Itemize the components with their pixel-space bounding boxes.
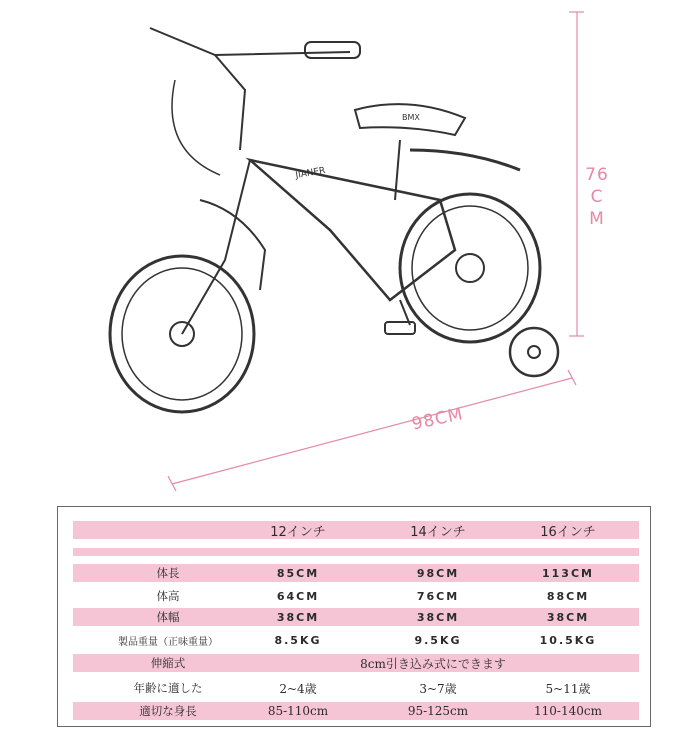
rear-wheel bbox=[400, 194, 540, 342]
spec-table bbox=[57, 506, 651, 727]
length-dimension-label: 98CM bbox=[410, 404, 466, 435]
column-header-16: 16インチ bbox=[540, 524, 596, 540]
table-row: 製品重量（正味重量） 8.5KG 9.5KG 10.5KG bbox=[118, 633, 597, 648]
table-header-row bbox=[73, 521, 639, 539]
saddle-text: BMX bbox=[402, 113, 420, 122]
column-header-14: 14インチ bbox=[410, 524, 466, 540]
height-dimension-label: 76 C M bbox=[585, 165, 609, 229]
training-wheel bbox=[510, 328, 558, 376]
table-row: 年齢に適した 2~4歳 3~7歳 5~11歳 bbox=[133, 681, 591, 696]
length-dimension-line bbox=[172, 378, 572, 484]
table-row: 体長 85CM 98CM 113CM bbox=[73, 564, 639, 582]
table-row: 伸縮式 8cm引き込み式にできます bbox=[73, 654, 639, 672]
table-row: 体高 64CM 76CM 88CM bbox=[156, 589, 590, 603]
table-row: 体幅 38CM 38CM 38CM bbox=[73, 608, 639, 626]
frame-brand-text: JIANER bbox=[294, 165, 327, 181]
spacer-row bbox=[73, 548, 639, 556]
column-header-12: 12インチ bbox=[270, 524, 326, 540]
table-row: 適切な身長 85-110cm 95-125cm 110-140cm bbox=[73, 702, 639, 720]
